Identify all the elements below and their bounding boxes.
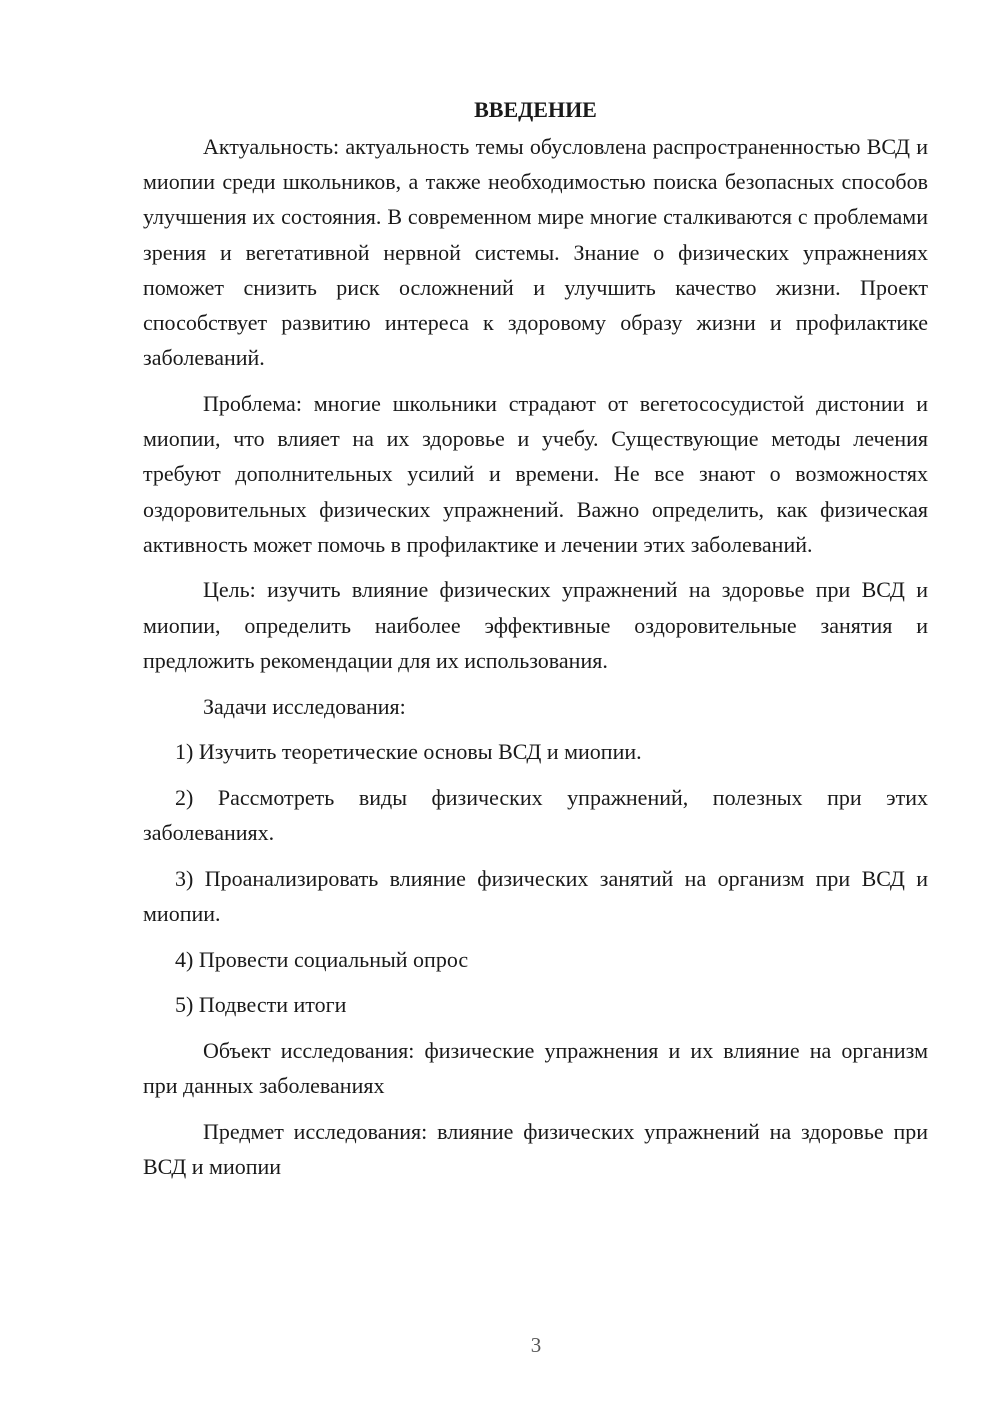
- page-number: 3: [530, 1333, 542, 1357]
- paragraph-problem: Проблема: многие школьники страдают от вегетососудистой дистонии и миопии, что влияет на их здоровье и учебу. Существующие методы лечения требуют дополнительных усилий и времени. Не все знают о возможностях оздоровительных физических упражнений. Важно определить, как физическая активность может помочь в профилактике и лечении этих заболеваний.: [143, 390, 928, 557]
- task-item-1: 1) Изучить теоретические основы ВСД и миопии.: [175, 739, 642, 765]
- paragraph-relevance: Актуальность: актуальность темы обусловлена распространенностью ВСД и миопии среди школьников, а также необходимостью поиска безопасных способов улучшения их состояния. В современном мире многие сталкиваются с проблемами зрения и вегетативной нервной системы. Знание о физических упражнениях поможет снизить риск осложнений и улучшить качество жизни. Проект способствует развитию интереса к здоровому образу жизни и профилактике заболеваний.: [143, 134, 928, 371]
- section-title: ВВЕДЕНИЕ: [474, 97, 597, 122]
- task-item-5: 5) Подвести итоги: [175, 992, 347, 1018]
- tasks-heading: Задачи исследования:: [203, 693, 406, 719]
- paragraph-subject: Предмет исследования: влияние физических упражнений на здоровье при ВСД и миопии: [143, 1119, 928, 1180]
- task-item-3: 3) Проанализировать влияние физических занятий на организм при ВСД и миопии.: [143, 865, 928, 927]
- task-item-4: 4) Провести социальный опрос: [175, 946, 469, 972]
- document-page: [143, 92, 928, 1195]
- paragraph-goal: Цель: изучить влияние физических упражнений на здоровье при ВСД и миопии, определить наиболее эффективные оздоровительные занятия и предложить рекомендации для их использования.: [143, 577, 928, 673]
- paragraph-object: Объект исследования: физические упражнения и их влияние на организм при данных заболеваниях: [143, 1038, 928, 1099]
- task-item-2: 2) Рассмотреть виды физических упражнений, полезных при этих заболеваниях.: [143, 784, 928, 846]
